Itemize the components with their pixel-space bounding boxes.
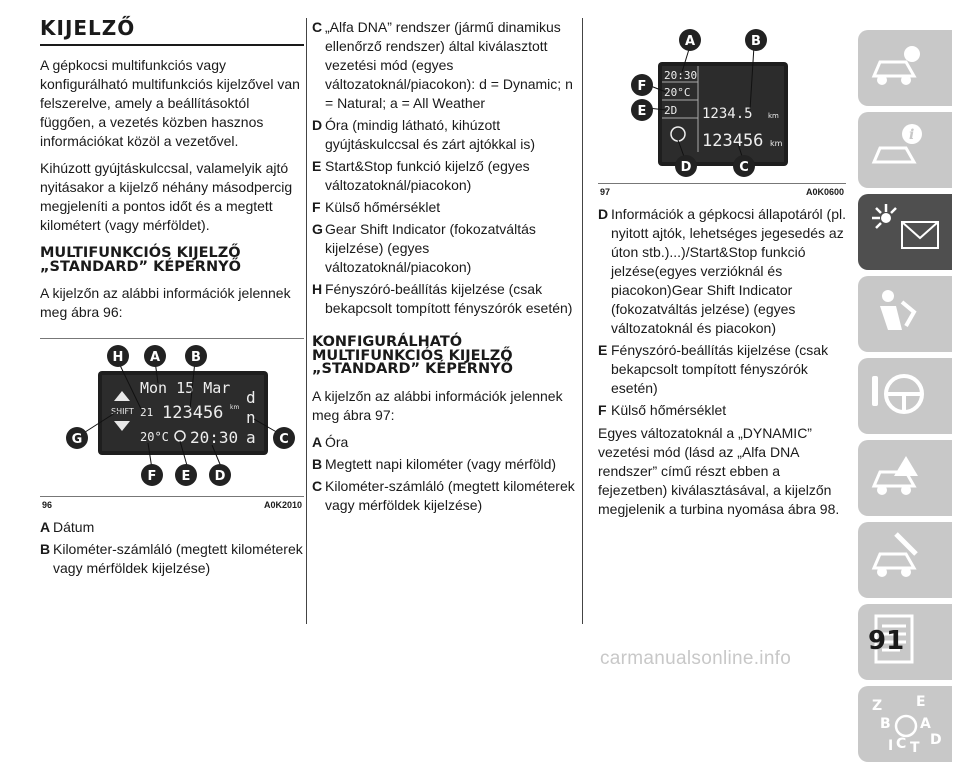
svg-text:A: A — [920, 716, 931, 732]
fig96-dna-a: a — [246, 428, 256, 447]
chapter-tabs — [858, 30, 952, 768]
figure-96-number: 96 — [42, 500, 53, 510]
column-3 — [598, 18, 846, 527]
fig96-dna-n: n — [246, 408, 256, 427]
index-icon — [866, 692, 946, 762]
svg-text:F: F — [147, 469, 157, 484]
fig97-trip: 1234.5 — [702, 106, 753, 122]
page-number: 91 — [868, 626, 905, 656]
list-item: A Óra — [312, 433, 349, 450]
fig96-left-small: 21 — [140, 406, 154, 419]
tab-starting-driving[interactable] — [858, 358, 952, 434]
list-item: B Kilométer-számláló (megtett kilométerek vagy mérföldek kijelzése) — [40, 541, 303, 576]
fig96-shift: SHIFT — [111, 407, 134, 416]
svg-text:G: G — [71, 432, 83, 447]
fig97-clock: 20:30 — [664, 69, 698, 82]
tab-safety[interactable] — [858, 276, 952, 352]
figure-96-caption — [40, 497, 304, 510]
fig97-trip-km: km — [768, 112, 779, 120]
list-item: D Információk a gépkocsi állapotáról (pl. nyitott ajtók, lehetséges jegesedés az úton stb.)...)/Start&Stop funkció jelzése(egyes verzióknál és piacokon)Gear Shift Indicator (fokozatváltás jelzése) (egyes változatoknál és piacokon) — [598, 206, 847, 336]
svg-text:D: D — [930, 732, 942, 748]
intro-paragraph: A gépkocsi multifunkciós vagy konfigurálható multifunkciós kijelzővel van felszerelve, amely a beállításoktól függően, a vezetés közben hasznos információkat közöl a vezetővel. — [40, 57, 300, 149]
fig96-dna-d: d — [246, 388, 256, 407]
svg-text:B: B — [751, 34, 761, 49]
title-rule — [40, 44, 304, 46]
section-heading-configurable: KONFIGURÁLHATÓ MULTIFUNKCIÓS KIJELZŐ „STANDARD” KÉPERNYŐ — [312, 334, 513, 377]
tab-dashboard-display[interactable] — [858, 194, 952, 270]
list-item: E Start&Stop funkció kijelző (egyes változatoknál/piacokon) — [312, 158, 530, 193]
tab-index[interactable] — [858, 686, 952, 762]
column-1 — [40, 18, 304, 581]
svg-text:T: T — [910, 740, 920, 756]
svg-text:C: C — [896, 736, 907, 752]
fig97-gear: 2D — [664, 104, 678, 117]
svg-text:E: E — [637, 104, 647, 119]
svg-text:C: C — [279, 432, 289, 447]
fig97-temp: 20°C — [664, 86, 691, 99]
list-item: H Fényszóró-beállítás kijelzése (csak bekapcsolt tompított fényszórók esetén) — [312, 281, 573, 316]
svg-text:D: D — [214, 469, 226, 484]
fig97-odo: 123456 — [702, 131, 764, 151]
list-item: F Külső hőmérséklet — [312, 199, 441, 215]
column-divider — [582, 18, 583, 624]
svg-text:F: F — [637, 79, 647, 94]
list-item: B Megtett napi kilométer (vagy mérföld) — [312, 455, 557, 472]
figure-96 — [40, 338, 304, 497]
svg-text:i: i — [909, 127, 915, 143]
svg-text:H: H — [112, 350, 124, 365]
dynamic-mode-paragraph: Egyes változatoknál a „DYNAMIC” vezetési mód (lásd az „Alfa DNA rendszer” című részt ebben a fejezetben) kiválasztásával, a kijelzőn megjelenik a turbina nyomása ábra 98. — [598, 425, 840, 517]
svg-text:C: C — [739, 160, 749, 175]
warning-lights-icon — [866, 118, 926, 178]
car-info-icon — [866, 36, 926, 96]
column-2 — [312, 18, 576, 518]
page-title: KIJELZŐ — [40, 16, 136, 40]
svg-text:I: I — [888, 738, 894, 754]
dashboard-display-icon — [866, 200, 946, 264]
watermark: carmanualsonline.info — [600, 648, 792, 669]
svg-text:D: D — [680, 160, 692, 175]
figure-97-display-illustration — [598, 22, 846, 178]
emergency-icon — [866, 446, 926, 506]
maintenance-icon — [866, 528, 926, 588]
ignition-paragraph: Kihúzott gyújtáskulccsal, valamelyik ajtó nyitásakor a kijelző néhány másodpercig megjeleníti a pontos időt és a megtett kilométert (vagy mérföldet). — [40, 160, 293, 233]
figure-97-code: A0K0600 — [805, 187, 844, 197]
figure-97-caption — [598, 184, 846, 197]
figure-97-intro: A kijelzőn az alábbi információk jelennek meg ábra 97: — [312, 387, 563, 423]
tab-maintenance[interactable] — [858, 522, 952, 598]
tab-car-info[interactable] — [858, 30, 952, 106]
safety-icon — [866, 282, 926, 342]
svg-text:E: E — [181, 469, 191, 484]
fig96-temp: 20°C — [140, 430, 169, 444]
steering-wheel-icon — [866, 364, 926, 424]
tab-emergency[interactable] — [858, 440, 952, 516]
fig96-clock: 20:30 — [190, 428, 239, 447]
svg-text:B: B — [191, 350, 201, 365]
figure-96-code: A0K2010 — [263, 500, 302, 510]
figure-96-intro: A kijelzőn az alábbi információk jelennek meg ábra 96: — [40, 285, 291, 320]
figure-97 — [598, 22, 846, 184]
section-heading-standard: MULTIFUNKCIÓS KIJELZŐ „STANDARD” KÉPERNYŐ — [40, 245, 241, 275]
tab-warning-lights[interactable] — [858, 112, 952, 188]
fig97-odo-km: km — [770, 139, 783, 148]
column-divider — [306, 18, 307, 624]
fig96-km: km — [230, 404, 240, 411]
figure-96-display-illustration — [40, 339, 304, 491]
figure-97-number: 97 — [600, 187, 611, 197]
list-item: G Gear Shift Indicator (fokozatváltás kijelzése) (egyes változatoknál/piacokon) — [312, 221, 536, 275]
list-item: C „Alfa DNA” rendszer (jármű dinamikus ellenőrző rendszer) által kiválasztott vezetési mód (egyes változatoknál/piacokon): d = Dynamic; n = Natural; a = All Weather — [312, 19, 573, 111]
svg-text:Z: Z — [872, 698, 883, 714]
svg-text:A: A — [684, 34, 696, 49]
list-item: F Külső hőmérséklet — [598, 402, 727, 418]
list-item: A Dátum — [40, 519, 95, 535]
list-item: E Fényszóró-beállítás kijelzése (csak bekapcsolt tompított fényszórók esetén) — [598, 342, 829, 396]
list-item: C Kilométer-számláló (megtett kilométerek vagy mérföldek kijelzése) — [312, 477, 575, 513]
svg-text:A: A — [149, 350, 161, 365]
svg-text:B: B — [880, 716, 891, 732]
svg-text:E: E — [916, 694, 926, 710]
fig96-date: Mon 15 Mar — [140, 379, 231, 397]
list-item: D Óra (mindig látható, kihúzott gyújtáskulccsal és zárt ajtókkal is) — [312, 117, 536, 152]
fig96-odometer: 123456 — [162, 403, 224, 423]
